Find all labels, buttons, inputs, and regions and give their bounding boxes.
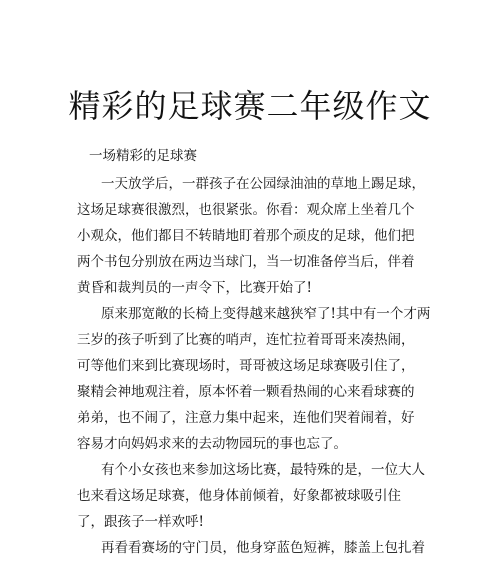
text-line: 黄昏和裁判员的一声令下，比赛开始了! [77,280,312,296]
text-line: 三岁的孩子听到了比赛的哨声，连忙拉着哥哥来凑热闹， [77,332,415,348]
text-line: 可等他们来到比赛现场时，哥哥被这场足球赛吸引住了， [77,358,415,374]
text-line: 小观众，他们都目不转睛地盯着那个顽皮的足球，他们把 [77,228,415,244]
text-line: 聚精会神地观注着，原本怀着一颗看热闹的心来看球赛的 [77,384,415,400]
text-line: 这场足球赛很激烈，也很紧张。你看：观众席上坐着几个 [77,202,415,218]
text-line: 原来那宽敞的长椅上变得越来越狭窄了!其中有一个才两 [101,306,431,322]
text-line: 了，跟孩子一样欢呼! [77,514,204,530]
text-line: 一天放学后，一群孩子在公园绿油油的草地上踢足球， [101,176,425,192]
document-subtitle: 一场精彩的足球赛 [89,148,197,164]
text-line: 容易才向妈妈求来的去动物园玩的事也忘了。 [77,436,347,452]
text-line: 再看看赛场的守门员，他身穿蓝色短裤，膝盖上包扎着 [101,540,425,556]
text-line: 弟弟，也不闹了，注意力集中起来，连他们哭着闹着，好 [77,410,415,426]
text-line: 两个书包分别放在两边当球门，当一切准备停当后，伴着 [77,254,415,270]
text-line: 也来看这场足球赛，他身体前倾着，好象都被球吸引住 [77,488,401,504]
text-line: 有个小女孩也来参加这场比赛，最特殊的是，一位大人 [101,462,425,478]
document-title: 精彩的足球赛二年级作文 [68,87,432,125]
